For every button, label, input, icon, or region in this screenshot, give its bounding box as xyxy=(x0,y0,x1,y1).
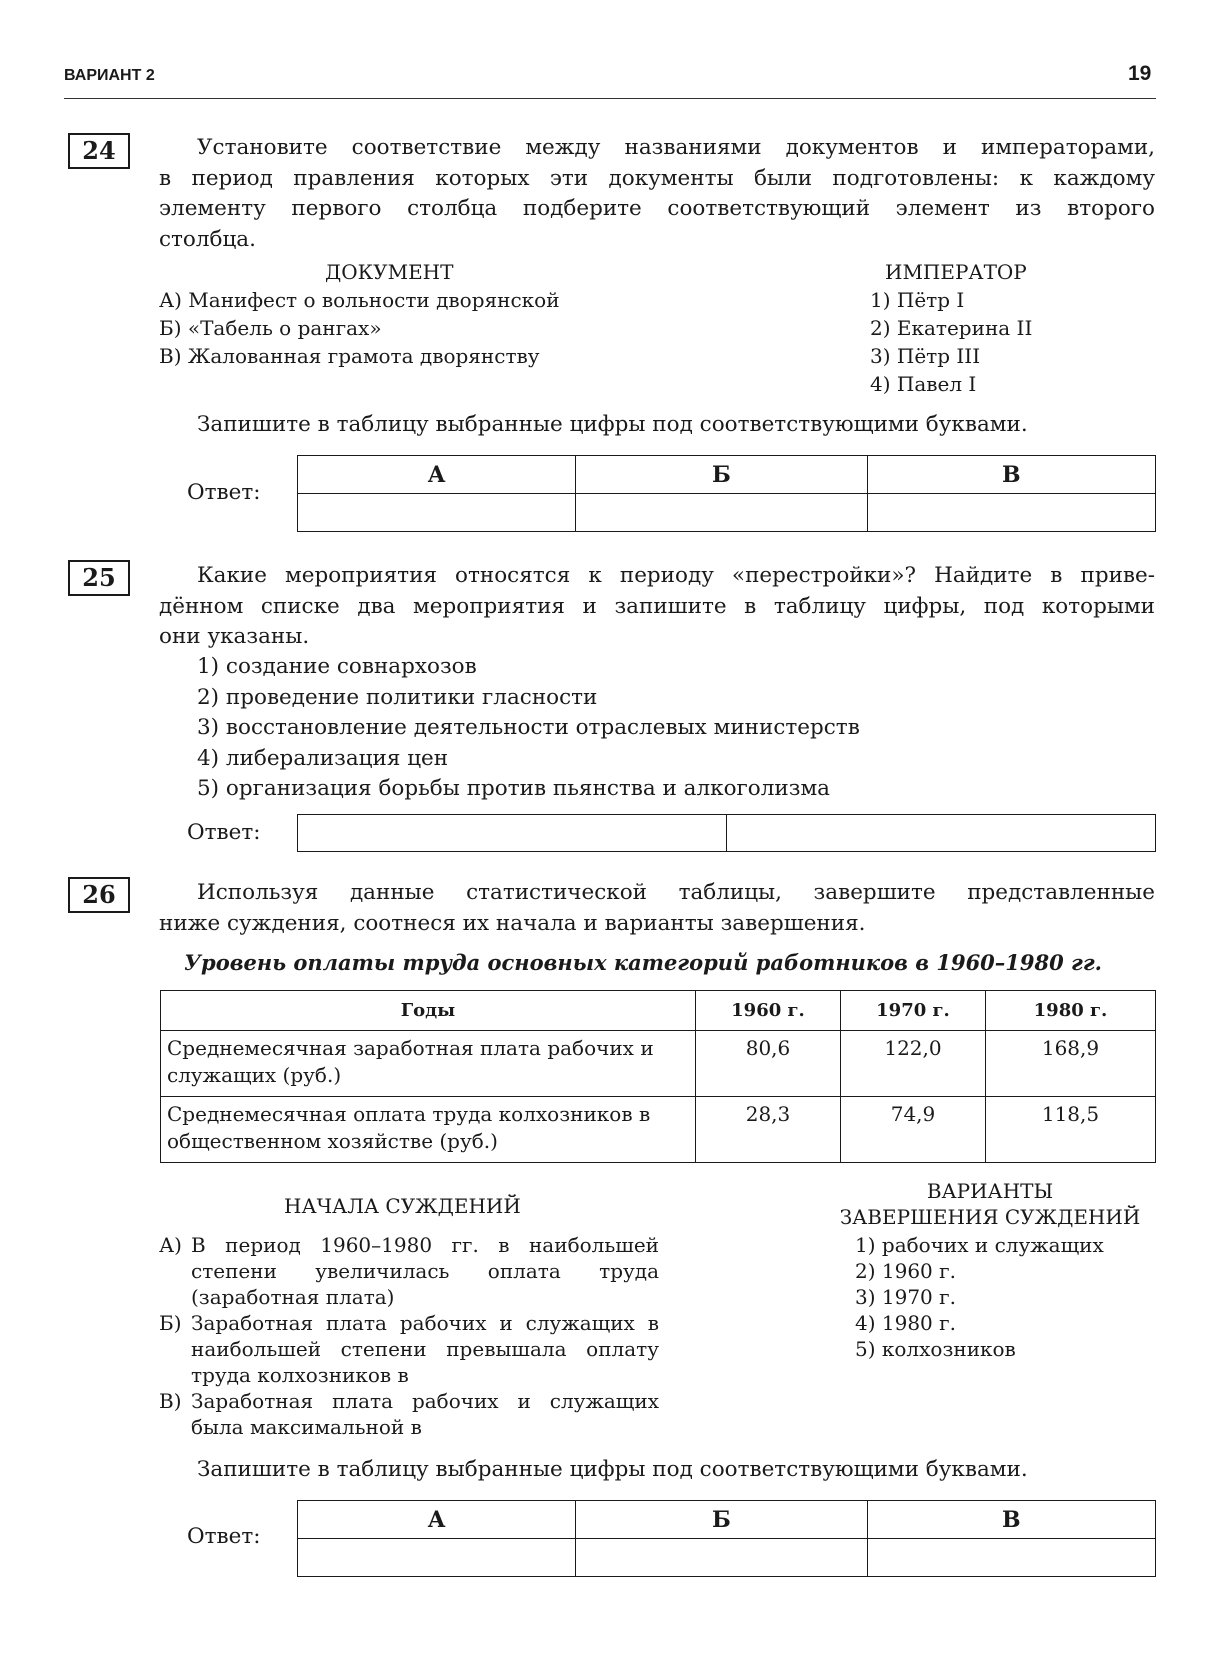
q26-answer-col-a: А xyxy=(298,1501,576,1539)
q24-answer-col-v: В xyxy=(867,456,1155,494)
q26-start-item xyxy=(159,1310,659,1388)
q24-emperor-item: 2) Екатерина II xyxy=(870,316,1033,340)
q26-instruction: Запишите в таблицу выбранные цифры под соответствующими буквами. xyxy=(197,1457,1028,1482)
header-rule xyxy=(64,98,1156,99)
q24-intro xyxy=(159,133,1155,255)
q26-answer-table xyxy=(297,1500,1156,1577)
q26-endings-heading-line: ВАРИАНТЫ xyxy=(926,1179,1054,1203)
q26-answer-label: Ответ: xyxy=(187,1524,261,1549)
stat-cell: 118,5 xyxy=(986,1097,1156,1163)
q24-intro-line: в период правления которых эти документы были подготовлены: к каждому xyxy=(159,165,1155,191)
q24-document-item: А) Манифест о вольности дворянской xyxy=(159,288,560,312)
q24-document-item: В) Жалованная грамота дворянству xyxy=(159,344,540,368)
q24-intro-line: элементу первого столбца подберите соответствующий элемент из второго xyxy=(159,196,1155,221)
q24-emperor-heading: ИМПЕРАТОР xyxy=(885,260,1027,284)
q24-document-list xyxy=(159,286,560,370)
q26-answer-col-v: В xyxy=(867,1501,1155,1539)
q26-answer-cell-a[interactable] xyxy=(298,1539,576,1577)
q24-answer-cell-a[interactable] xyxy=(298,494,576,532)
q26-table-caption: Уровень оплаты труда основных категорий работников в 1960–1980 гг. xyxy=(184,950,1102,975)
q25-intro-line: дённом списке два мероприятия и запишите в таблицу цифры, под которыми xyxy=(159,593,1155,619)
q26-start-letter: Б) xyxy=(159,1311,182,1335)
stat-row-label: Среднемесячная оплата труда колхозников в общественном хозяйстве (руб.) xyxy=(161,1097,696,1163)
q26-endings-list xyxy=(855,1232,1104,1362)
stat-cell: 122,0 xyxy=(841,1031,986,1097)
q25-intro-line: Какие мероприятия относятся к периоду «перестройки»? Найдите в приве- xyxy=(197,563,1155,588)
q26-answer-cell-v[interactable] xyxy=(867,1539,1155,1577)
q26-answer-col-b: Б xyxy=(576,1501,867,1539)
q25-answer-cell-2[interactable] xyxy=(727,815,1156,852)
stat-header-1980: 1980 г. xyxy=(986,991,1156,1031)
question-number-26: 26 xyxy=(68,877,130,913)
q26-intro xyxy=(159,878,1155,939)
q24-document-heading: ДОКУМЕНТ xyxy=(325,260,454,284)
q26-starts-heading: НАЧАЛА СУЖДЕНИЙ xyxy=(284,1194,521,1218)
q26-statistics-table xyxy=(160,990,1156,1163)
q24-answer-label: Ответ: xyxy=(187,480,261,505)
q26-answer-cell-b[interactable] xyxy=(576,1539,867,1577)
q26-endings-heading xyxy=(830,1178,1150,1230)
q25-option: 3) восстановление деятельности отраслевых министерств xyxy=(197,715,860,740)
q26-intro-line: Используя данные статистической таблицы, завершите представленные xyxy=(197,880,1155,905)
q25-option: 1) создание совнархозов xyxy=(197,654,477,679)
question-number-24: 24 xyxy=(68,133,130,169)
q24-answer-cell-b[interactable] xyxy=(576,494,867,532)
q26-start-letter: А) xyxy=(159,1233,182,1257)
q25-intro-line: они указаны. xyxy=(159,624,310,649)
stat-cell: 74,9 xyxy=(841,1097,986,1163)
stat-cell: 28,3 xyxy=(696,1097,841,1163)
q25-option: 2) проведение политики гласности xyxy=(197,684,598,710)
q25-answer-label: Ответ: xyxy=(187,820,261,845)
q25-option: 5) организация борьбы против пьянства и алкоголизма xyxy=(197,776,831,801)
q26-start-item xyxy=(159,1232,659,1310)
q25-answer-cell-1[interactable] xyxy=(298,815,727,852)
q25-answer-table xyxy=(297,814,1156,852)
question-number-25: 25 xyxy=(68,560,130,596)
stat-header-1960: 1960 г. xyxy=(696,991,841,1031)
q26-ending-item: 3) 1970 г. xyxy=(855,1285,956,1309)
q25-options xyxy=(197,652,860,805)
q26-start-text: В период 1960–1980 гг. в наибольшей степени увеличилась оплата труда (заработная плата) xyxy=(191,1233,659,1309)
q24-emperor-item: 1) Пётр I xyxy=(870,288,965,312)
stat-header-1970: 1970 г. xyxy=(841,991,986,1031)
q25-intro xyxy=(159,561,1155,653)
page-number: 19 xyxy=(1128,62,1152,85)
q26-start-text: Заработная плата рабочих и служащих в наибольшей степени превышала оплату труда колхозников в xyxy=(191,1311,659,1387)
q26-intro-line: ниже суждения, соотнеся их начала и варианты завершения. xyxy=(159,910,866,936)
q24-intro-line: столбца. xyxy=(159,226,256,252)
q26-starts-list xyxy=(159,1232,659,1440)
stat-cell: 168,9 xyxy=(986,1031,1156,1097)
q26-endings-heading-line: ЗАВЕРШЕНИЯ СУЖДЕНИЙ xyxy=(839,1205,1141,1229)
q26-start-letter: В) xyxy=(159,1389,182,1413)
q24-emperor-item: 3) Пётр III xyxy=(870,344,981,368)
q24-intro-line: Установите соответствие между названиями документов и императорами, xyxy=(197,135,1155,160)
stat-row-label: Среднемесячная заработная плата рабочих и служащих (руб.) xyxy=(161,1031,696,1097)
q25-option: 4) либерализация цен xyxy=(197,745,449,771)
q24-answer-col-a: А xyxy=(298,456,576,494)
q24-answer-table xyxy=(297,455,1156,532)
q24-answer-cell-v[interactable] xyxy=(867,494,1155,532)
q24-answer-col-b: Б xyxy=(576,456,867,494)
stat-header-years: Годы xyxy=(161,991,696,1031)
q24-emperor-item: 4) Павел I xyxy=(870,372,977,396)
q26-ending-item: 1) рабочих и служащих xyxy=(855,1233,1104,1257)
q26-ending-item: 5) колхозников xyxy=(855,1337,1016,1361)
q24-emperor-list xyxy=(870,286,1032,398)
q26-start-text: Заработная плата рабочих и служащих была максимальной в xyxy=(191,1389,659,1439)
q26-ending-item: 2) 1960 г. xyxy=(855,1259,956,1283)
q26-start-item xyxy=(159,1388,659,1440)
running-header-variant: ВАРИАНТ 2 xyxy=(64,67,155,84)
stat-cell: 80,6 xyxy=(696,1031,841,1097)
q26-ending-item: 4) 1980 г. xyxy=(855,1311,956,1335)
q24-instruction: Запишите в таблицу выбранные цифры под соответствующими буквами. xyxy=(197,412,1028,437)
q24-document-item: Б) «Табель о рангах» xyxy=(159,316,382,340)
